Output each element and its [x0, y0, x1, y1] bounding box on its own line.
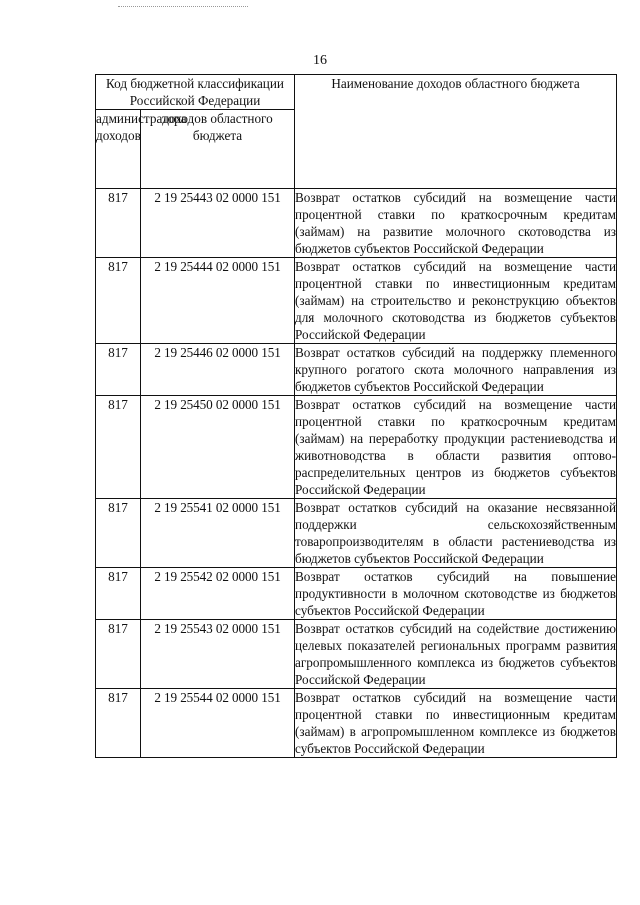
page-number: 16: [313, 53, 327, 68]
income-name: Возврат остатков субсидий на оказание несвязанной поддержки сельскохозяйственным товаропроизводителям в области растениеводства из бюджетов субъектов Российской Федерации: [295, 500, 617, 566]
table-row: [96, 258, 617, 344]
income-name: Возврат остатков субсидий на возмещение части процентной ставки по инвестиционным кредитам (займам) на строительство и реконструкцию объектов для молочного скотоводства из бюджетов субъектов Российской Федерации: [295, 259, 617, 342]
income-name: Возврат остатков субсидий на возмещение части процентной ставки по инвестиционным кредитам (займам) в агропромышленном комплексе из бюджетов субъектов Российской Федерации: [295, 690, 617, 756]
admin-code: 817: [96, 344, 141, 396]
admin-code: 817: [96, 396, 141, 499]
income-code: 2 19 25450 02 0000 151: [141, 396, 295, 499]
header-group-cell: Код бюджетной классификации Российской Федерации: [96, 75, 295, 110]
income-name: Возврат остатков субсидий на содействие достижению целевых показателей региональных программ развития агропромышленного комплекса из бюджетов субъектов Российской Федерации: [295, 621, 617, 687]
header-name-cell: Наименование доходов областного бюджета: [295, 75, 617, 189]
admin-code: 817: [96, 568, 141, 620]
income-code: 2 19 25543 02 0000 151: [141, 620, 295, 689]
admin-code: 817: [96, 499, 141, 568]
table-row: [96, 189, 617, 258]
income-name: Возврат остатков субсидий на возмещение части процентной ставки по краткосрочным кредитам (займам) на развитие молочного скотоводства из бюджетов субъектов Российской Федерации: [295, 190, 617, 256]
income-name: Возврат остатков субсидий на возмещение части процентной ставки по краткосрочным кредитам (займам) на переработку продукции растениеводства и животноводства в области развития оптово-распределительных центров из бюджетов субъектов Российской Федерации: [295, 397, 617, 497]
table-row: [96, 620, 617, 689]
table-row: [96, 344, 617, 396]
income-code: 2 19 25446 02 0000 151: [141, 344, 295, 396]
admin-code: 817: [96, 258, 141, 344]
admin-code: 817: [96, 620, 141, 689]
income-code: 2 19 25542 02 0000 151: [141, 568, 295, 620]
table-row: [96, 396, 617, 499]
admin-code: 817: [96, 189, 141, 258]
header-admin-cell: администратора доходов: [96, 110, 141, 189]
income-code: 2 19 25541 02 0000 151: [141, 499, 295, 568]
income-code: 2 19 25444 02 0000 151: [141, 258, 295, 344]
header-income-cell: доходов областного бюджета: [141, 110, 295, 189]
income-name: Возврат остатков субсидий на поддержку племенного крупного рогатого скота молочного направления из бюджетов субъектов Российской Федерации: [295, 345, 617, 394]
scan-mark: [118, 6, 248, 10]
income-code: 2 19 25544 02 0000 151: [141, 689, 295, 758]
admin-code: 817: [96, 689, 141, 758]
header-row: [96, 75, 617, 110]
table-row: [96, 499, 617, 568]
budget-classification-table: [95, 74, 617, 758]
table-row: [96, 568, 617, 620]
income-name: Возврат остатков субсидий на повышение продуктивности в молочном скотоводстве из бюджетов субъектов Российской Федерации: [295, 569, 617, 618]
income-code: 2 19 25443 02 0000 151: [141, 189, 295, 258]
table-row: [96, 689, 617, 758]
